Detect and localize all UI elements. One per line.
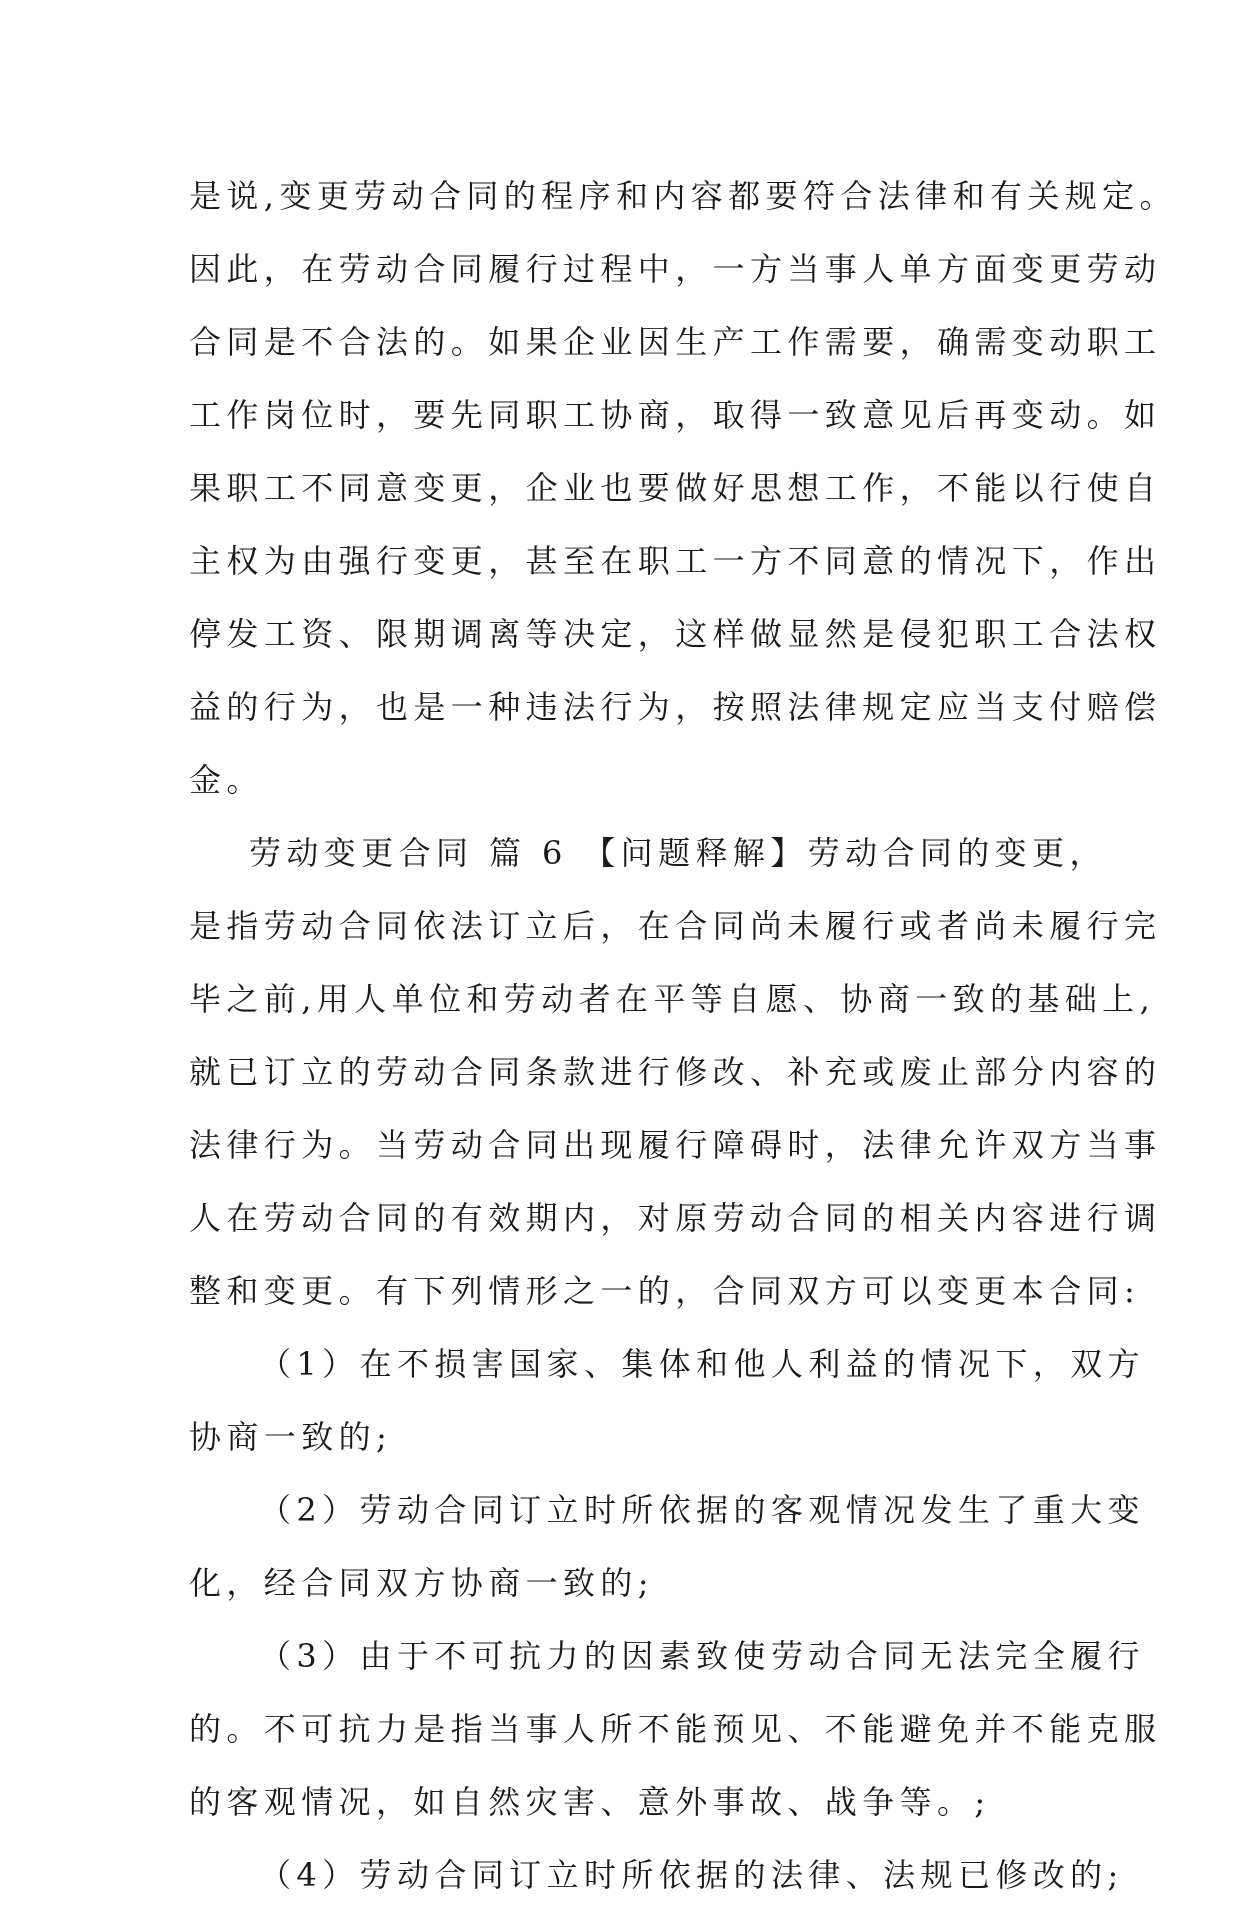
list-item-4: （4）劳动合同订立时所依据的法律、法规已修改的; — [259, 1856, 1124, 1894]
text-line: 是说,变更劳动合同的程序和内容都要符合法律和有关规定。 — [189, 177, 1177, 215]
text-line: 法律行为。当劳动合同出现履行障碍时，法律允许双方当事 — [189, 1126, 1162, 1164]
text-line: 人在劳动合同的有效期内，对原劳动合同的相关内容进行调 — [189, 1199, 1162, 1237]
text-line: 果职工不同意变更，企业也要做好思想工作，不能以行使自 — [189, 469, 1162, 507]
text-line: 工作岗位时，要先同职工协商，取得一致意见后再变动。如 — [189, 396, 1162, 434]
text-line: 因此，在劳动合同履行过程中，一方当事人单方面变更劳动 — [189, 250, 1162, 288]
text-line: 是指劳动合同依法订立后，在合同尚未履行或者尚未履行完 — [189, 907, 1162, 945]
text-line: 就已订立的劳动合同条款进行修改、补充或废止部分内容的 — [189, 1053, 1162, 1091]
text-line: 金。 — [189, 761, 264, 799]
list-item-3: （3）由于不可抗力的因素致使劳动合同无法完全履行 — [259, 1637, 1145, 1675]
section-heading-line: 劳动变更合同 篇 6 【问题释解】劳动合同的变更， — [249, 834, 1107, 872]
text-line: 停发工资、限期调离等决定，这样做显然是侵犯职工合法权 — [189, 615, 1162, 653]
text-line: 的客观情况，如自然灾害、意外事故、战争等。; — [189, 1783, 991, 1821]
text-line: 合同是不合法的。如果企业因生产工作需要，确需变动职工 — [189, 323, 1162, 361]
text-line: 主权为由强行变更，甚至在职工一方不同意的情况下，作出 — [189, 542, 1162, 580]
list-item-2: （2）劳动合同订立时所依据的客观情况发生了重大变 — [259, 1491, 1145, 1529]
text-line: 整和变更。有下列情形之一的，合同双方可以变更本合同: — [189, 1272, 1141, 1310]
list-item-1: （1）在不损害国家、集体和他人利益的情况下，双方 — [259, 1345, 1145, 1383]
text-line: 益的行为，也是一种违法行为，按照法律规定应当支付赔偿 — [189, 688, 1162, 726]
text-line: 毕之前,用人单位和劳动者在平等自愿、协商一致的基础上, — [189, 980, 1156, 1018]
text-line: 化，经合同双方协商一致的; — [189, 1564, 654, 1602]
text-line: 协商一致的; — [189, 1418, 393, 1456]
document-body — [189, 160, 1177, 1912]
text-line: 的。不可抗力是指当事人所不能预见、不能避免并不能克服 — [189, 1710, 1162, 1748]
